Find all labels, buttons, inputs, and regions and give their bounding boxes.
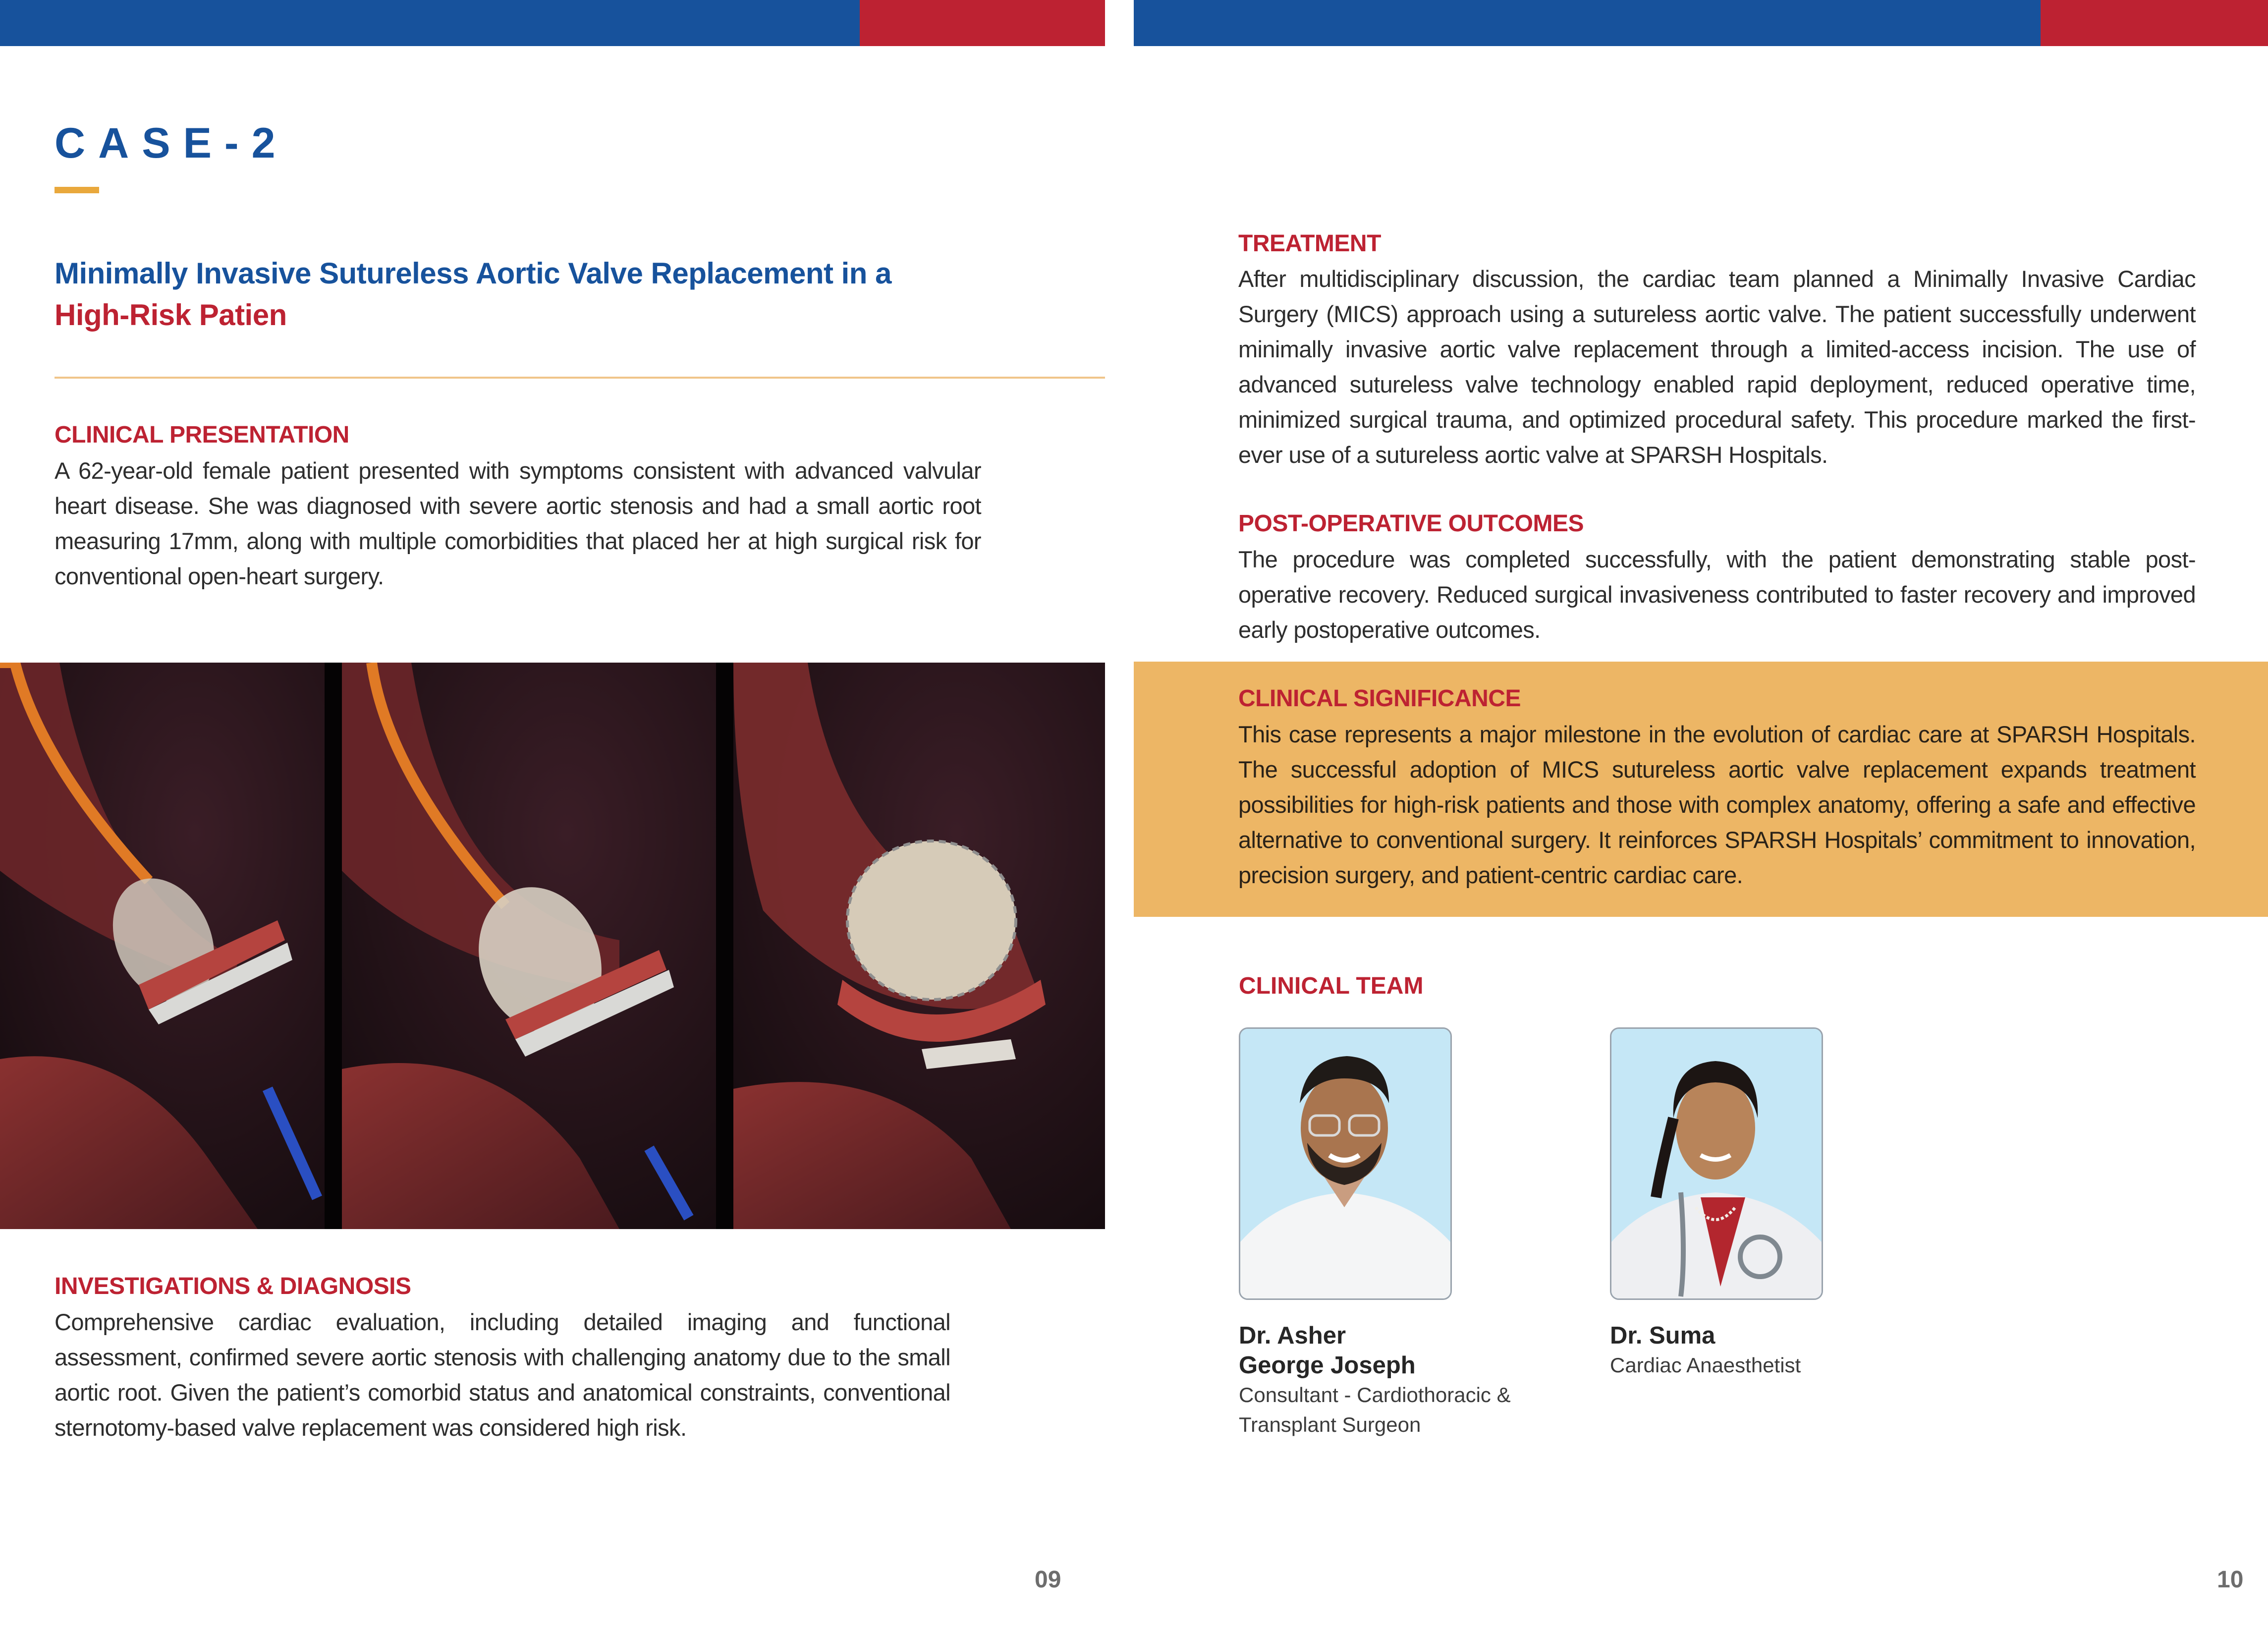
- panel-gap: [716, 663, 733, 1229]
- team-member-name: Dr. Suma: [1610, 1322, 1715, 1349]
- title-line-1: Minimally Invasive Sutureless Aortic Valve Replacement in a: [55, 257, 891, 290]
- title-line-2: High-Risk Patien: [55, 298, 287, 332]
- header-bar-red: [860, 0, 1105, 46]
- header-bar-blue: [1134, 0, 2041, 46]
- procedure-image-strip: [0, 663, 1105, 1229]
- team-member-card: [1610, 1027, 1822, 1380]
- valve-delivery-stage-2-image: [342, 663, 716, 1229]
- valve-deployed-image: [733, 663, 1105, 1229]
- case-label: CASE-2: [55, 119, 288, 167]
- investigations-heading: INVESTIGATIONS & DIAGNOSIS: [55, 1273, 411, 1299]
- doctor-photo-male-icon: [1240, 1029, 1450, 1298]
- post-operative-heading: POST-OPERATIVE OUTCOMES: [1238, 510, 1584, 537]
- doctor-photo-female-icon: [1611, 1029, 1822, 1298]
- page-number-left: 09: [1035, 1567, 1061, 1593]
- team-member-role: Consultant - Cardiothoracic & Transplant Surgeon: [1239, 1383, 1511, 1436]
- clinical-significance-heading: CLINICAL SIGNIFICANCE: [1238, 685, 1521, 712]
- page-title: [55, 253, 1046, 336]
- valve-delivery-stage-1-image: [0, 663, 325, 1229]
- team-member-card: [1239, 1027, 1511, 1440]
- panel-gap: [325, 663, 342, 1229]
- investigations-body: Comprehensive cardiac evaluation, including detailed imaging and functional assessment, confirmed severe aortic stenosis with challenging anatomy due to the small aortic root. Given the patient’s comorbid status and anatomical constraints, conventional sternotomy-based valve replacement was considered high risk.: [55, 1309, 950, 1441]
- header-bar-red: [2041, 0, 2268, 46]
- avatar: [1239, 1027, 1452, 1300]
- avatar: [1610, 1027, 1823, 1300]
- treatment-heading: TREATMENT: [1238, 230, 1381, 257]
- case-underline: [55, 187, 99, 193]
- clinical-significance-body: This case represents a major milestone in the evolution of cardiac care at SPARSH Hospitals. The successful adoption of MICS sutureless aortic valve replacement expands treatment possibilities for high-risk patients and those with complex anatomy, offering a safe and effective alternative to conventional surgery. It reinforces SPARSH Hospitals’ commitment to innovation, precision surgery, and patient-centric cardiac care.: [1238, 721, 2196, 888]
- page-number-right: 10: [2217, 1567, 2244, 1593]
- team-member-role: Cardiac Anaesthetist: [1610, 1353, 1801, 1377]
- header-bar-blue: [0, 0, 860, 46]
- post-operative-body: The procedure was completed successfully, with the patient demonstrating stable post-operative recovery. Reduced surgical invasiveness contributed to faster recovery and improved early postoperative outcomes.: [1238, 546, 2196, 643]
- right-page: [1134, 0, 2268, 1630]
- left-page: [0, 0, 1105, 1630]
- title-divider: [55, 377, 1105, 379]
- treatment-body: After multidisciplinary discussion, the cardiac team planned a Minimally Invasive Cardiac Surgery (MICS) approach using a sutureless aortic valve. The patient successfully underwent minimally invasive aortic valve replacement through a limited-access incision. The use of advanced sutureless valve technology enabled rapid deployment, reduced operative time, minimized surgical trauma, and optimized procedural safety. This procedure marked the first-ever use of a sutureless aortic valve at SPARSH Hospitals.: [1238, 266, 2196, 468]
- clinical-presentation-body: A 62-year-old female patient presented with symptoms consistent with advanced valvular heart disease. She was diagnosed with severe aortic stenosis and had a small aortic root measuring 17mm, along with multiple comorbidities that placed her at high surgical risk for conventional open-heart surgery.: [55, 457, 981, 589]
- clinical-team-heading: CLINICAL TEAM: [1239, 973, 1424, 999]
- clinical-presentation-heading: CLINICAL PRESENTATION: [55, 422, 349, 448]
- team-member-name: Dr. Asher George Joseph: [1239, 1322, 1416, 1379]
